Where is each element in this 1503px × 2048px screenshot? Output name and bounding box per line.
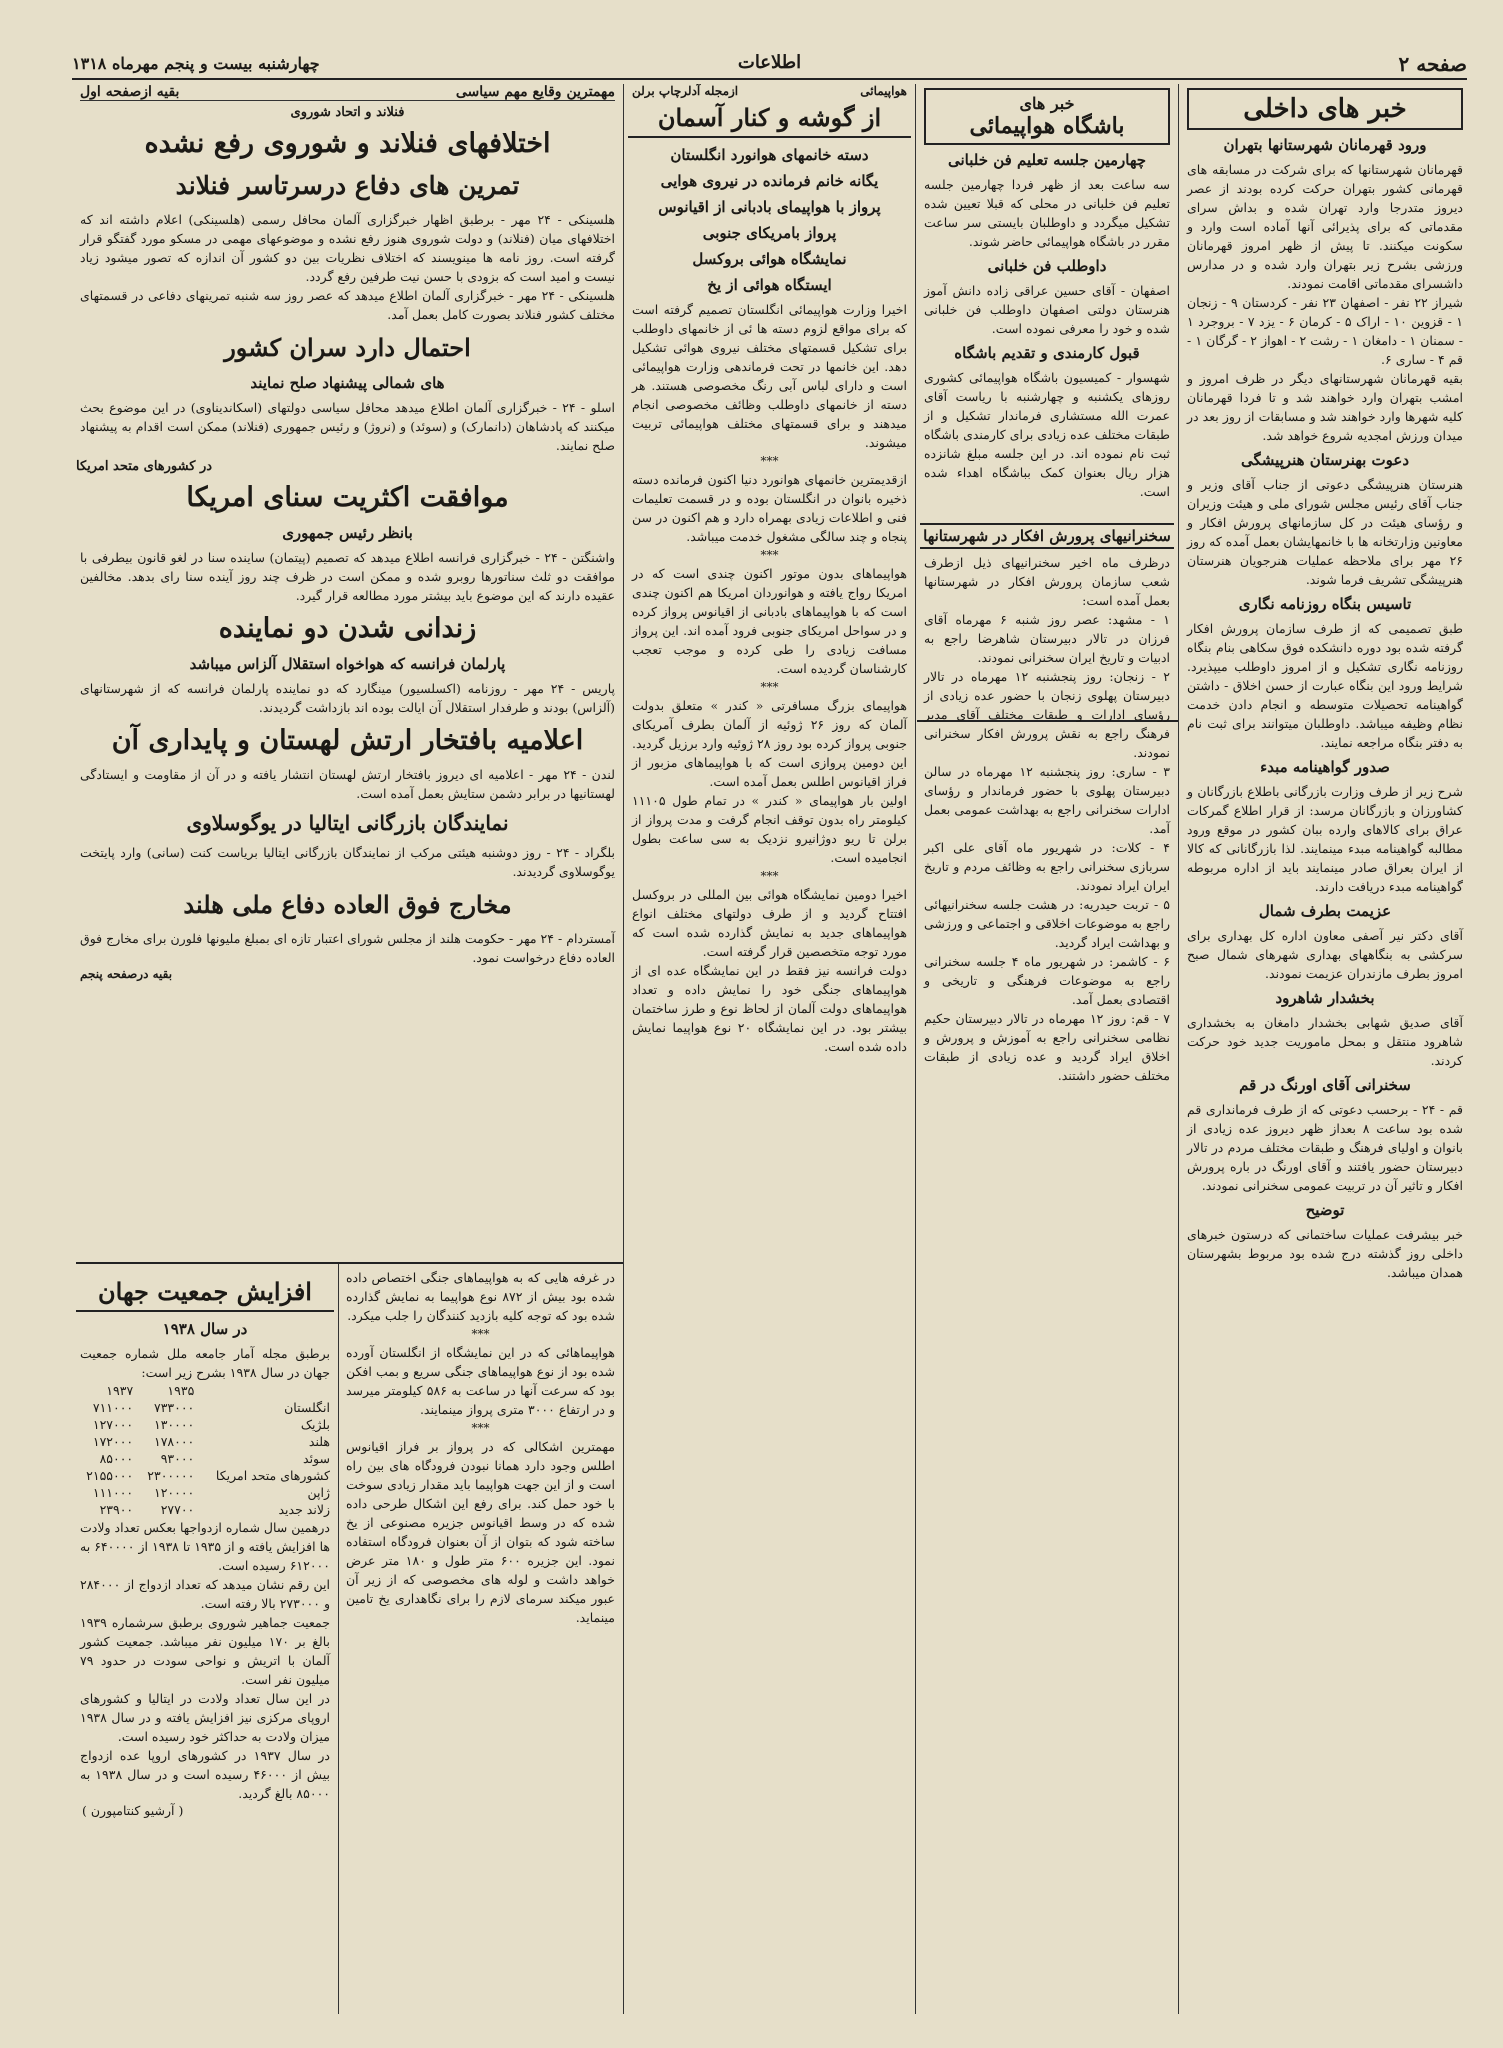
list-item: ۵ - تربت حیدریه: در هشت جلسه سخنرانیهائی راجع به موضوعات اخلاقی و اجتماعی و ورزشی و بهداشت ایراد گردید. bbox=[924, 897, 1170, 950]
kicker: فنلاند و اتحاد شوروی bbox=[290, 105, 405, 120]
article-body: هنرستان هنرپیشگی دعوتی از جناب آقای وزیر و جناب آقای رئیس مجلس شورای ملی و هیئت وزیران و رؤسای هیئت در کل سازمانهای پرورش افکار و معاونین وزارتخانه ها با خانمهایشان بعمل آمده که روز ۲۶ مهر برای ملاحظه عملیات هنرجویان هنرستان هنرپیشگی تشریف فرما شوند. bbox=[1187, 477, 1463, 587]
article-body: در سال ۱۹۳۷ در کشورهای اروپا عده ازدواج بیش از ۴۶۰۰۰ رسیده است و در سال ۱۹۳۸ به ۸۵۰۰۰ بالغ گردید. bbox=[80, 1748, 330, 1801]
article-body: طبق تصمیمی که از طرف سازمان پرورش افکار گرفته شده بود دوره دانشکده فوق سکاهی بنام بنگاه روزنامه نگاری تشکیل و از امروز داوطلب میپذیرد. شرایط ورود این بنگاه عبارت از حسن اخلاق - داشتن گواهینامه تحصیلات متوسطه و انجام دادن خدمت نظام وظیفه میباشد. داوطلبان میتوانند برای ثبت نام به دفتر بنگاه مراجعه نمایند. bbox=[1187, 621, 1463, 750]
article-body: شرح زیر از طرف وزارت بازرگانی باطلاع بازرگانان و کشاورزان و بازرگانان مرسد: از قرار اطلاع گمرکات عراق برای کالاهای وارده ببان کشور در موقع ورود مطالبه گواهینامه مبدء مینمایند. لذا بازرگانانی که کالا از ایران بعراق صادر مینمایند باید از اداره مربوطه گواهینامه مبدء دریافت دارند. bbox=[1187, 784, 1463, 894]
table-row bbox=[76, 1501, 334, 1518]
column-rule bbox=[915, 84, 916, 2014]
kicker-row bbox=[632, 84, 907, 98]
headline: افزایش جمعیت جهان bbox=[76, 1274, 334, 1312]
subheadline: های شمالی پیشنهاد صلح نمایند bbox=[250, 374, 445, 392]
country-cell: کشورهای متحد امریکا bbox=[215, 1468, 330, 1483]
kicker: در کشورهای متحد امریکا bbox=[76, 459, 213, 474]
article-body: این رقم نشان میدهد که تعداد ازدواج از ۲۸۴۰۰۰ و ۲۷۳۰۰۰ بالا رفته است. bbox=[80, 1577, 330, 1611]
population-cell: ۷۱۱۰۰۰ bbox=[92, 1400, 134, 1415]
section-rule bbox=[76, 1262, 623, 1264]
country-cell: انگلستان bbox=[284, 1400, 330, 1415]
column-title-line2: باشگاه هواپیمائی bbox=[969, 113, 1125, 139]
subheading: دسته خانمهای هوانورد انگلستان bbox=[670, 146, 869, 164]
headline: موافقت اکثریت سنای امریکا bbox=[186, 482, 509, 513]
section-heading: ورود قهرمانان شهرستانها بتهران bbox=[1223, 136, 1427, 154]
article-body: اسلو - ۲۴ - خبرگزاری آلمان اطلاع میدهد محافل سیاسی دولتهای (اسکاندیناوی) در این موضوع بحث میکنند که پادشاهان (دانمارک) و (سوئد) و (نروژ) و رئیس جمهوری (فنلاند) ممکن است اقدام به پیشنهاد صلح نمایند. bbox=[80, 400, 615, 453]
article-body: درظرف ماه اخیر سخنرانیهای ذیل ازطرف شعب سازمان پرورش افکار در شهرستانها بعمل آمده است: bbox=[924, 555, 1170, 608]
country-cell: هلند bbox=[308, 1434, 330, 1449]
article-body: مهمترین اشکالی که در پرواز بر فراز اقیانوس اطلس وجود دارد همانا نبودن فرودگاه های بین راه است و از این جهت هواپیما باید مقدار زیادی سوخت با خود حمل کند. برای رفع این اشکال طرحی داده شده که در وسط اقیانوس جزیره مصنوعی از یخ ساخته شود که بتوان از آن بعنوان فرودگاه استفاده نمود. این جزیره ۶۰۰ متر طول و ۱۸۰ متر عرض خواهد داشت و لوله های مخصوصی که از زیر آن عبور میکند سرمای لازم را برای نگاهداری یخ تامین مینماید. bbox=[346, 1439, 616, 1625]
country-cell: ژاپن bbox=[307, 1485, 330, 1500]
paper-name: اطلاعات bbox=[737, 52, 802, 73]
article-body: اصفهان - آقای حسین عراقی زاده دانش آموز هنرستان دولتی اصفهان داوطلب فن خلبانی شده و خود را معرفی نموده است. bbox=[924, 283, 1170, 336]
article-list: شیراز ۲۲ نفر - اصفهان ۲۳ نفر - کردستان ۹ - زنجان ۱ - قزوین ۱۰ - اراک ۵ - کرمان ۶ - یزد ۷ - بروجرد ۱ - سمنان ۱ - دامغان ۱ - رشت ۲ - اهواز ۲ - گرگان ۱ - قم ۴ - ساری ۶. bbox=[1187, 295, 1463, 367]
table-row bbox=[76, 1399, 334, 1416]
population-cell: ۱۷۲۰۰۰ bbox=[92, 1434, 134, 1449]
kicker: هواپیمائی bbox=[860, 84, 907, 98]
article-body: آقای دکتر نیر آصفی معاون اداره کل بهداری برای سرکشی به بنگاههای بهداری شهرهای شمال صبح امروز بطرف مازندران عزیمت نمودند. bbox=[1187, 928, 1463, 981]
section-heading: سخنرانی آقای اورنگ در قم bbox=[1239, 1076, 1411, 1094]
section-heading: چهارمین جلسه تعلیم فن خلبانی bbox=[947, 151, 1147, 169]
page-number: صفحه ۲ bbox=[1398, 52, 1467, 76]
subheading: نمایشگاه هوائی بروکسل bbox=[692, 250, 847, 268]
section-heading: بخشدار شاهرود bbox=[1275, 989, 1375, 1007]
subheadline: در سال ۱۹۳۸ bbox=[162, 1320, 248, 1338]
article-body: هواپیماهای بدون موتور اکنون چندی است که در امریکا رواج یافته و هوانوردان امریکا هم اکنون چندی است که با هواپیماهای بادبانی از اقیانوس پرواز کرده و در سواحل امریکای جنوبی فرود آمده اند. این پرواز مسافت زیادی را طی کرده و موجب تعجب کارشناسان گردیده است. bbox=[632, 566, 907, 676]
column-rule bbox=[1178, 84, 1179, 2014]
article-body: اخیرا دومین نمایشگاه هوائی بین المللی در بروکسل افتتاح گردید و از طرف دولتهای مختلف انواع هواپیماهای جدید به نمایش گذارده شده است که مورد توجه متخصصین قرار گرفته است. bbox=[632, 887, 907, 959]
issue-date: چهارشنبه بیست و پنجم مهرماه ۱۳۱۸ bbox=[72, 54, 320, 73]
article-body: شهسوار - کمیسیون باشگاه هواپیمائی کشوری روزهای یکشنبه و چهارشنبه با ریاست آقای عمرت الله مستشاری فرماندار تشکیل و از طبقات مختلف عده زیادی برای کارمندی باشگاه ثبت نام نموده اند. در این جلسه مبلغ شانزده هزار ریال بعنوان کمک بباشگاه اهداء شده است. bbox=[924, 370, 1170, 499]
country-cell: زلاند جدید bbox=[278, 1502, 330, 1517]
headline: احتمال دارد سران کشور bbox=[224, 333, 471, 362]
source-credit: ( آرشیو کنتامپورن ) bbox=[82, 1803, 184, 1818]
list-item: ۱ - مشهد: عصر روز شنبه ۶ مهرماه آقای فرزان در تالار دبیرستان شاهرضا راجع به ادبیات و تاریخ ایران سخنرانی نمودند. bbox=[924, 612, 1170, 665]
article-body: هلسینکی - ۲۴ مهر - برطبق اظهار خبرگزاری آلمان محافل رسمی (هلسینکی) اعلام داشته اند که اختلافهای میان (فنلاند) و دولت شوروی هنوز رفع نشده و موضوعهای مهمی در مسکو مورد گفتگو قرار گرفته است. روز نامه ها مینویسند که اختلاف نظریات بین دو کشور آن اندازه که تصور میشود زیاد نیست و امید است که بزودی با حسن نیت طرفین رفع گردد. bbox=[80, 212, 615, 284]
article-body: خبر بیشرفت عملیات ساختمانی که درستون خبرهای داخلی روز گذشته درج شده بود مربوط بشهرستان همدان میباشد. bbox=[1187, 1227, 1463, 1280]
column-rule bbox=[623, 84, 624, 2014]
list-item: ۲ - زنجان: روز پنجشنبه ۱۲ مهرماه در تالار دبیرستان پهلوی زنجان با حضور عده زیادی از رؤسای ادارات و طبقات مختلف آقای مدیر فرهنگ راجع به نقش پرورش افکار سخنرانی نمودند. bbox=[924, 669, 1170, 760]
article-body: در غرفه هایی که به هواپیماهای جنگی اختصاص داده شده بود بیش از ۸۷۲ نوع هواپیما به نمایش گذارده شده بود که توجه کلیه بازدید کنندگان را جلب میکرد. bbox=[346, 1270, 615, 1323]
column-title-line1: خبر های bbox=[1019, 94, 1075, 113]
table-header bbox=[76, 1382, 334, 1399]
article-body: اخیرا وزارت هواپیمائی انگلستان تصمیم گرفته است که برای مواقع لزوم دسته ها ئی از خانمهای داوطلب برای تشکیل قسمتهای مختلف نیروی هوائی تشکیل دهد. این خانمها در تحت فرماندهی وزارت هواپیمائی است و دارای لباس آبی رنگ مخصوصی هستند. هر دسته از خانمهای داوطلب وظائف مخصوصی انجام میدهند و برای قسمتهای مختلف هواپیمائی تربیت میشوند. bbox=[632, 302, 907, 450]
population-cell: ۱۳۰۰۰۰ bbox=[153, 1417, 195, 1432]
column-title: خبر های داخلی bbox=[1187, 88, 1463, 130]
table-row bbox=[76, 1450, 334, 1467]
separator: *** bbox=[471, 1327, 490, 1341]
population-cell: ۱۲۷۰۰۰ bbox=[92, 1417, 134, 1432]
headline: اختلافهای فنلاند و شوروی رفع نشده bbox=[144, 128, 551, 159]
year-header: ۱۹۳۵ bbox=[167, 1383, 195, 1398]
subheadline: پارلمان فرانسه که هواخواه استقلال آلزاس میباشد bbox=[189, 655, 506, 673]
continued-note: بقیه درصفحه پنجم bbox=[80, 967, 173, 981]
aviation-continuation-column bbox=[342, 1268, 619, 2014]
separator: *** bbox=[471, 1421, 490, 1435]
table-row bbox=[76, 1433, 334, 1450]
separator: *** bbox=[760, 548, 779, 562]
section-heading: داوطلب فن خلبانی bbox=[987, 257, 1107, 275]
section-heading: تاسیس بنگاه روزنامه نگاری bbox=[1238, 595, 1412, 613]
subheading: پرواز با هواپیمای بادبانی از اقیانوس bbox=[658, 198, 881, 216]
feature-title: از گوشه و کنار آسمان bbox=[628, 104, 911, 138]
population-cell: ۲۳۰۰۰۰۰ bbox=[147, 1468, 195, 1483]
country-cell: بلژیک bbox=[300, 1417, 330, 1432]
article-body: پاریس - ۲۴ مهر - روزنامه (اکسلسیور) مینگارد که دو نماینده پارلمان فرانسه که از شهرستانهای (آلزاس) بودند و طرفدار استقلال آن ایالت بوده اند بازداشت گردیدند. bbox=[80, 681, 615, 715]
political-news-section bbox=[76, 84, 619, 1260]
article-body: اولین بار هواپیمای « کندر » در تمام طول ۱۱۱۰۵ کیلومتر راه بدون توقف انجام گرفت و مدت پرواز از برلن تا ریو دوژانیرو نزدیک به سی ساعت بطول انجامیده است. bbox=[632, 793, 907, 865]
population-cell: ۱۱۱۰۰۰ bbox=[92, 1485, 134, 1500]
section-heading: عزیمت بطرف شمال bbox=[1258, 902, 1392, 920]
world-population-column bbox=[76, 1268, 334, 2014]
article-body: بقیه قهرمانان شهرستانهای دیگر در ظرف امروز و امشب بتهران وارد خواهند شد و تا فردا قهرمانان کلیه شهرها وارد خواهند شد و مسابقات از روز بعد در میدان ورزش امجدیه شروع خواهد شد. bbox=[1187, 371, 1463, 443]
population-cell: ۷۳۳۰۰۰ bbox=[153, 1400, 195, 1415]
population-cell: ۱۲۰۰۰۰ bbox=[153, 1485, 195, 1500]
article-body: هواپیماهائی که در این نمایشگاه از انگلستان آورده شده بود از نوع هواپیماهای جنگی سریع و بمب افکن بود که سرعت آنها در ساعت به ۵۸۶ کیلومتر میرسد و در ارتفاع ۳۰۰۰ متری پرواز مینمایند. bbox=[346, 1345, 615, 1417]
population-cell: ۱۷۸۰۰۰ bbox=[153, 1434, 195, 1449]
population-cell: ۲۳۹۰۰ bbox=[99, 1502, 134, 1517]
subheading: ایستگاه هوائی از یخ bbox=[707, 276, 832, 294]
aviation-club-column bbox=[920, 84, 1174, 2014]
column-title-box bbox=[924, 88, 1170, 145]
aviation-feature-column bbox=[628, 84, 911, 2014]
headline: اعلامیه بافتخار ارتش لهستان و پایداری آن bbox=[111, 725, 584, 756]
article-body: لندن - ۲۴ مهر - اعلامیه ای دیروز بافتخار ارتش لهستان انتشار یافته و در آن از مقاومت و ایستادگی لهستانیها در برابر دشمن ستایش بعمل آمده است. bbox=[80, 767, 615, 801]
section-heading: صدور گواهینامه مبدء bbox=[1260, 758, 1390, 776]
article-body: واشنگتن - ۲۴ - خبرگزاری فرانسه اطلاع میدهد که تصمیم (پیتمان) ساینده سنا در لغو قانون بیطرفی با موافقت دو ثلث سناتورها روبرو شده و ممکن است در ظرف چند روز آینده سنا رای بدهد. مخالفین عقیده دارند که این موضوع باید بیشتر مورد مطالعه قرار گیرد. bbox=[80, 550, 615, 603]
list-item: ۳ - ساری: روز پنجشنبه ۱۲ مهرماه در سالن دبیرستان پهلوی با حضور فرماندار و رؤسای ادارات سخنرانی راجع به بهداشت عمومی بعمل آمد. bbox=[924, 764, 1170, 836]
population-cell: ۲۷۷۰۰ bbox=[160, 1502, 195, 1517]
subheading: یگانه خانم فرمانده در نیروی هوایی bbox=[660, 172, 879, 190]
separator: *** bbox=[760, 869, 779, 883]
kicker-row bbox=[80, 84, 615, 101]
subheading: پرواز بامریکای جنوبی bbox=[702, 224, 837, 242]
list-item: ۴ - کلات: در شهریور ماه آقای علی اکبر سربازی سخنرانی راجع به وظائف مردم و تاریخ ایران ایراد نمودند. bbox=[924, 840, 1170, 893]
article-body: آمستردام - ۲۴ مهر - حکومت هلند از مجلس شورای اعتبار تازه ای بمبلغ ملیونها فلورن برای مخارج فوق العاده دفاع درخواست نمود. bbox=[80, 931, 616, 965]
domestic-news-column bbox=[1183, 84, 1467, 2014]
subheadline: بانظر رئیس جمهوری bbox=[282, 524, 413, 542]
separator: *** bbox=[760, 454, 779, 468]
headline: تمرین های دفاع درسرتاسر فنلاند bbox=[175, 171, 520, 200]
list-item: ۷ - قم: روز ۱۲ مهرماه در تالار دبیرستان حکیم نظامی سخنرانی راجع به آموزش و پرورش و اخلاق ایراد گردید و عده زیادی از طبقات مختلف حضور داشتند. bbox=[924, 1011, 1171, 1083]
headline: نمایندگان بازرگانی ایتالیا در یوگوسلاوی bbox=[186, 811, 509, 835]
article-body: هواپیمای بزرگ مسافرتی « کندر » متعلق بدولت آلمان که روز ۲۶ ژوئیه از آلمان بطرف آمریکای جنوبی پرواز کرده بود روز ۲۸ ژوئیه وارد برزیل گردید. این دومین پروازی است که با هواپیماهای مزبور از فراز اقیانوس اطلس بعمل آمده است. bbox=[632, 698, 907, 789]
population-table bbox=[76, 1382, 334, 1518]
article-body: جمعیت جماهیر شوروی برطبق سرشماره ۱۹۳۹ بالغ بر ۱۷۰ میلیون نفر میباشد. جمعیت کشور آلمان با اتریش و نواحی سودت در حدود ۷۹ میلیون نفر است. bbox=[80, 1615, 330, 1687]
column-rule bbox=[338, 1262, 339, 2014]
headline: زندانی شدن دو نماینده bbox=[218, 613, 477, 644]
source-credit: ازمجله آدلرچاپ برلن bbox=[632, 84, 739, 98]
section-heading: دعوت بهنرستان هنرپیشگی bbox=[1240, 451, 1410, 469]
year-header: ۱۹۳۷ bbox=[106, 1383, 134, 1398]
table-row bbox=[76, 1416, 334, 1433]
article-body: آقای صدیق شهابی بخشدار دامغان به بخشداری شاهرود منتقل و بمحل ماموریت جدید خود حرکت کردند. bbox=[1187, 1015, 1463, 1068]
article-body: در این سال تعداد ولادت در ایتالیا و کشورهای اروپای مرکزی نیز افزایش یافته و در سال ۱۹۳۸ میزان ولادت به حداکثر خود رسیده است. bbox=[80, 1691, 330, 1744]
article-body: دولت فرانسه نیز فقط در این نمایشگاه عده ای از هواپیماهای جنگی خود را نمایش داده و تعداد هواپیماهای دولت آلمان از لحاظ نوع و طرز ساختمان بیشتر بود. در این نمایشگاه ۲۰ نوع هواپیما نمایش داده شده است. bbox=[632, 963, 908, 1054]
population-cell: ۹۳۰۰۰ bbox=[160, 1451, 195, 1466]
table-row bbox=[76, 1467, 334, 1484]
article-body: ازقدیمترین خانمهای هوانورد دنیا اکنون فرمانده دسته ذخیره بانوان در انگلستان بوده و در قسمت تعلیمات فنی و اطلاعات زیادی بهمراه دارد و هم اکنون در سن پنجاه و چند سالگی مشغول خدمت میباشد. bbox=[632, 472, 907, 544]
section-heading: توضیح bbox=[1305, 1201, 1345, 1219]
section-heading: قبول کارمندی و تقدیم باشگاه bbox=[954, 344, 1140, 362]
masthead bbox=[72, 52, 1467, 80]
separator: *** bbox=[760, 680, 779, 694]
country-cell: سوئد bbox=[303, 1451, 330, 1466]
article-body: برطبق مجله آمار جامعه ملل شماره جمعیت جهان در سال ۱۹۳۸ بشرح زیر است: bbox=[80, 1346, 330, 1380]
population-cell: ۲۱۵۵۰۰۰ bbox=[86, 1468, 134, 1483]
population-cell: ۸۵۰۰۰ bbox=[99, 1451, 134, 1466]
article-body: هلسینکی - ۲۴ مهر - خبرگزاری آلمان اطلاع میدهد که عصر روز سه شنبه تمرینهای دفاعی در قسمتهای مختلف کشور فنلاند بصورت کامل بعمل آمد. bbox=[80, 288, 615, 322]
article-body: بلگراد - ۲۴ - روز دوشنبه هیئتی مرکب از نمایندگان بازرگانی ایتالیا بریاست کنت (سانی) وارد پایتخت یوگوسلاوی گردیدند. bbox=[80, 845, 615, 879]
article-body: سه ساعت بعد از ظهر فردا چهارمین جلسه تعلیم فن خلبانی در محلی که قبلا تعیین شده تشکیل میگردد و داوطلبان بایستی سر ساعت مقرر در باشگاه هواپیمائی حاضر شوند. bbox=[924, 177, 1170, 249]
article-body: قهرمانان شهرستانها که برای شرکت در مسابقه های قهرمانی کشور بتهران حرکت کرده بودند از عصر دیروز متدرجا وارد تهران شده و بداش سرای مقدماتی که برای پذیرائی آنها آماده است وارد و سکونت میکنند. تا پیش از ظهر امروز قهرمانان ورزشی بشرح زیر بتهران وارد شده و در مدارس داشسرای مقدماتی اقامت نمودند. bbox=[1187, 162, 1463, 291]
article-body: قم - ۲۴ - برحسب دعوتی که از طرف فرمانداری قم شده بود ساعت ۸ بعداز ظهر دیروز عده زیادی از بانوان و اولیای فرهنگ و طبقات مختلف مردم در تالار دبیرستان حضور یافتند و آقای اورنگ در باره پرورش افکار و تاثیر آن در تربیت عمومی سخنرانی نمودند. bbox=[1187, 1102, 1464, 1193]
continued-note: بقیه ازصفحه اول bbox=[80, 84, 180, 100]
headline: مخارج فوق العاده دفاع ملی هلند bbox=[183, 890, 512, 919]
kicker: مهمترین وقایع مهم سیاسی bbox=[455, 84, 615, 100]
table-row bbox=[76, 1484, 334, 1501]
list-item: ۶ - کاشمر: در شهریور ماه ۴ جلسه سخنرانی راجع به موضوعات فرهنگی و تاریخی و اقتصادی بعمل آمد. bbox=[924, 954, 1170, 1007]
article-body: درهمین سال شماره ازدواجها بعکس تعداد ولادت ها افزایش یافته و از ۱۹۳۵ تا ۱۹۳۸ از ۶۴۰۰۰۰ به ۶۱۲۰۰۰ رسیده است. bbox=[80, 1520, 330, 1573]
section-heading: سخنرانیهای پرورش افکار در شهرستانها bbox=[920, 523, 1174, 549]
